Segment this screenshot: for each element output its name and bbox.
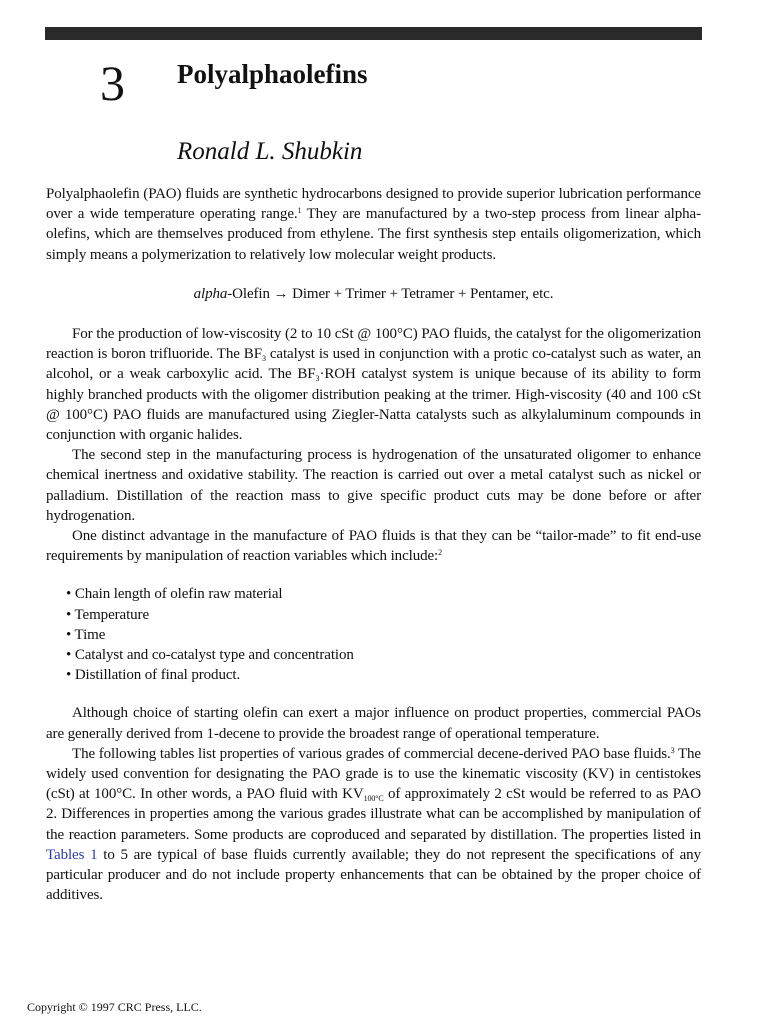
paragraph-tailor-made-text: One distinct advantage in the manufacture of PAO fluids is that they can be “tailor-made” to fit end-use requirements by manipulation of reaction variables which include: xyxy=(46,528,701,565)
equation-rest: -Olefin → Dimer + Trimer + Tetramer + Pentamer, etc. xyxy=(227,285,554,302)
list-item: • Time xyxy=(66,625,701,645)
paragraph-catalyst xyxy=(46,324,701,445)
paragraph-tables-a: The following tables list properties of various grades of commercial decene-derived PAO base fluids. xyxy=(72,745,671,762)
author-name: Ronald L. Shubkin xyxy=(177,138,363,165)
paragraph-catalyst-b: catalyst is used in conjunction with a protic co-catalyst such as water, an alcohol, or a weak carboxylic acid. The BF xyxy=(46,346,701,383)
list-item: • Catalyst and co-catalyst type and concentration xyxy=(66,645,701,665)
paragraph-catalyst-a: For the production of low-viscosity (2 to 10 cSt @ 100°C) PAO fluids, the catalyst for the oligomerization reaction is boron trifluoride. The BF xyxy=(46,326,701,363)
paragraph-tailor-made xyxy=(46,526,701,566)
subscript-100c: 100°C xyxy=(363,794,384,804)
list-item: • Distillation of final product. xyxy=(66,665,701,685)
list-item: • Temperature xyxy=(66,605,701,625)
list-item: • Chain length of olefin raw material xyxy=(66,584,701,604)
subscript-3b: 3 xyxy=(315,374,320,384)
body-text xyxy=(46,184,701,906)
footnote-ref-2: 2 xyxy=(438,548,443,558)
reaction-variables-list xyxy=(46,584,701,685)
paragraph-hydrogenation: The second step in the manufacturing process is hydrogenation of the unsaturated oligomer to enhance chemical inertness and oxidative stability. The reaction is carried out over a metal catalyst such as nickel or palladium. Distillation of the reaction mass to give specific product cuts may be done before or after hydrogenation. xyxy=(46,447,701,524)
spacer xyxy=(46,685,701,703)
paragraph-tables xyxy=(46,744,701,906)
paragraph-tables-b: The widely used convention for designating the PAO grade is to use the kinematic viscosity (KV) in centistokes (cSt) at 100°C. In other words, a PAO fluid with KV xyxy=(46,745,701,803)
paragraph-intro-text: Polyalphaolefin (PAO) fluids are synthetic hydrocarbons designed to provide superior lubrication performance over a wide temperature operating range. xyxy=(46,186,701,223)
paragraph-tables-c: of approximately 2 cSt would be referred to as PAO 2. Differences in properties among the various grades illustrate what can be accomplished by manipulation of the reaction parameters. Some products are coproduced and separated by distillation. The properties listed in xyxy=(46,786,701,843)
copyright-notice: Copyright © 1997 CRC Press, LLC. xyxy=(27,1000,202,1014)
tables-1-link[interactable]: Tables 1 xyxy=(46,846,98,863)
top-rule xyxy=(45,27,702,40)
spacer xyxy=(46,566,701,584)
paragraph-olefin-choice: Although choice of starting olefin can exert a major influence on product properties, commercial PAOs are generally derived from 1-decene to provide the broadest range of operational temperature. xyxy=(46,705,701,742)
subscript-3a: 3 xyxy=(261,354,266,364)
paragraph-catalyst-c: ·ROH catalyst system is unique because of its ability to form highly branched products with the oligomer distribution peaking at the trimer. High-viscosity (40 and 100 cSt @ 100°C) PAO fluids are manufactured using Ziegler-Natta catalysts such as alkylaluminum compounds in conjunction with organic halides. xyxy=(46,366,702,444)
chapter-title: Polyalphaolefins xyxy=(177,59,368,89)
paragraph-intro-text-2: They are manufactured by a two-step process from linear alpha-olefins, which are themselves produced from ethylene. The first synthesis step entails oligomerization, which simply means a polymerization to relatively low molecular weight products. xyxy=(46,206,701,263)
footnote-ref-3: 3 xyxy=(670,745,675,755)
paragraph-tables-d: to 5 are typical of base fluids currently available; they do not represent the specifications of any particular producer and do not include property enhancements that can be obtained by the proper choice of additives. xyxy=(46,846,701,904)
paragraph-intro xyxy=(46,184,701,265)
footnote-ref-1: 1 xyxy=(297,206,302,216)
equation-italic: alpha xyxy=(193,285,228,302)
reaction-equation xyxy=(46,284,701,304)
chapter-number: 3 xyxy=(100,55,125,111)
